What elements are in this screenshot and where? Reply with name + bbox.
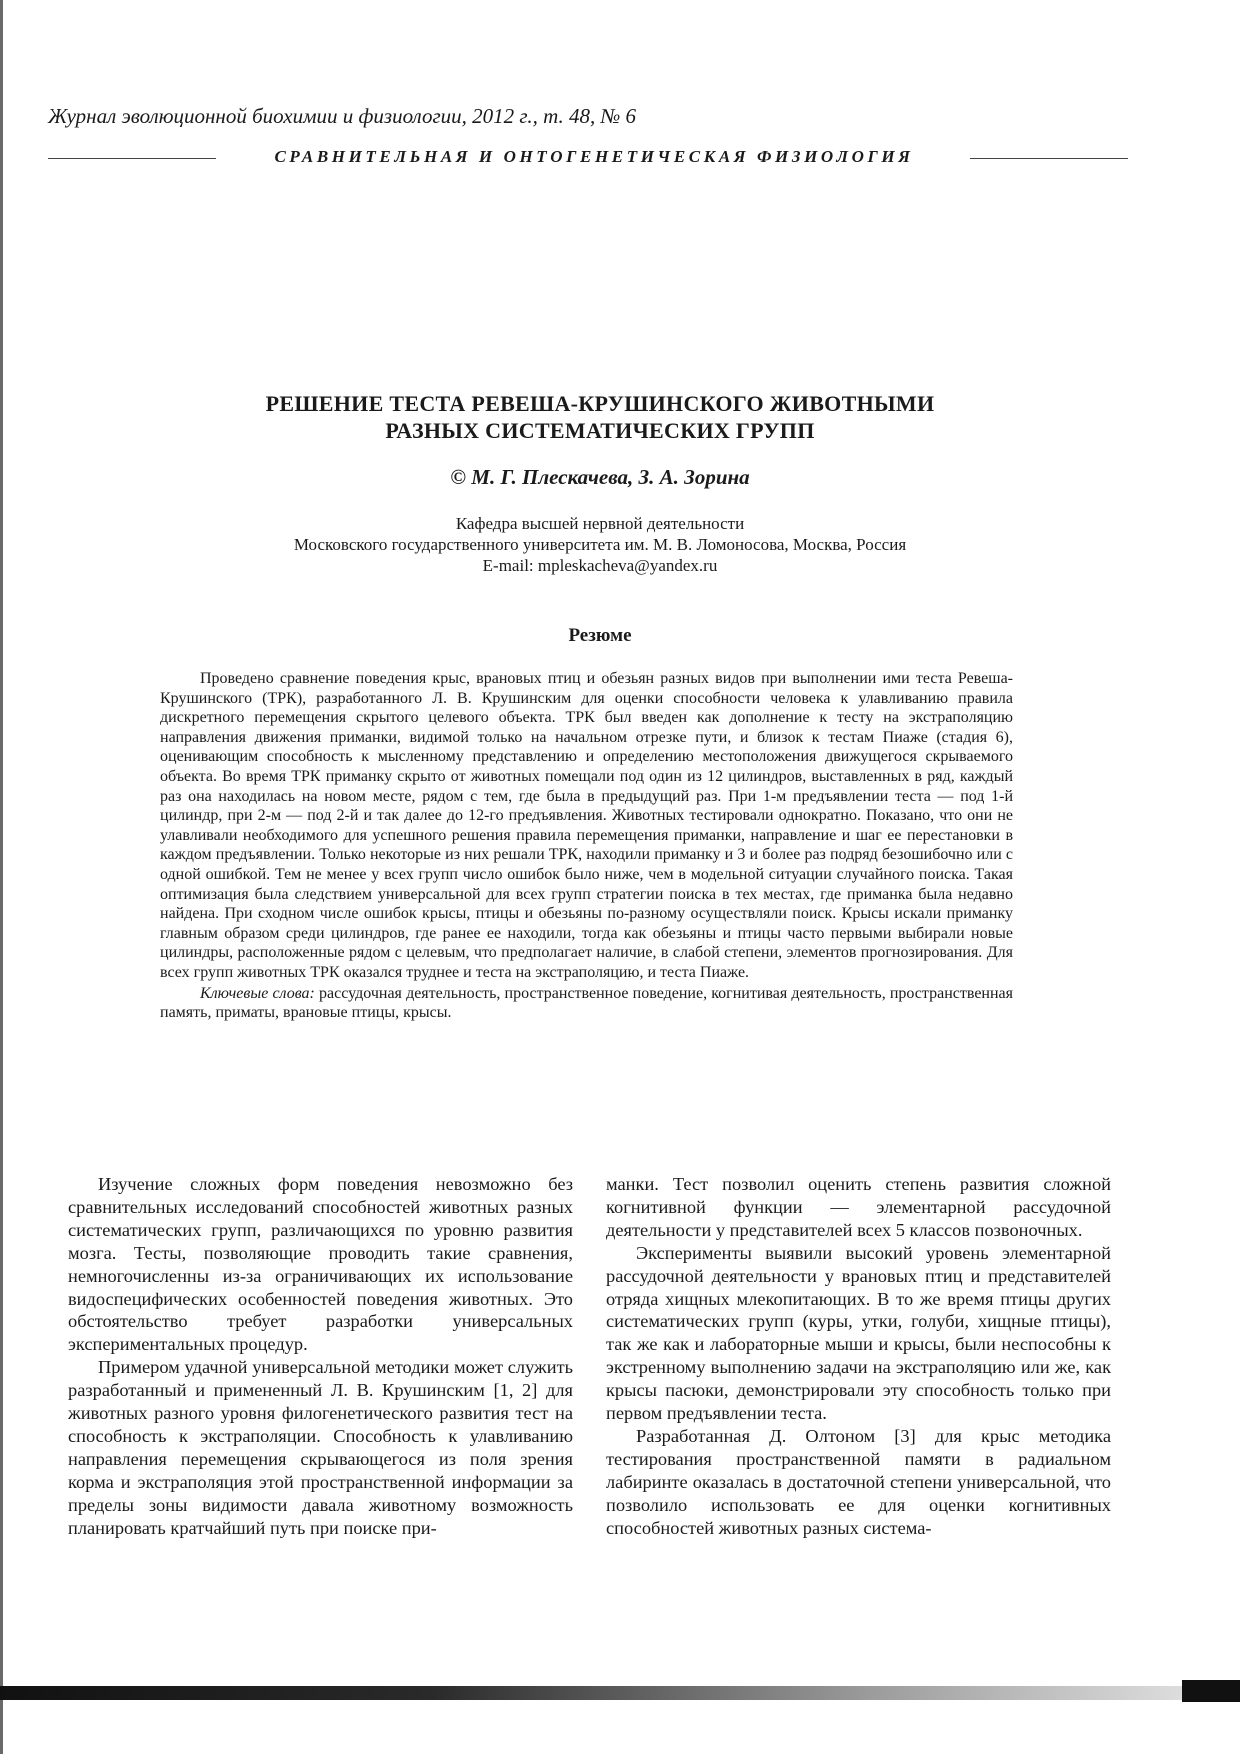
- affiliation-line-1: Кафедра высшей нервной деятельности: [455, 514, 745, 533]
- section-title: СРАВНИТЕЛЬНАЯ И ОНТОГЕНЕТИЧЕСКАЯ ФИЗИОЛОГИЯ: [274, 147, 914, 166]
- body-paragraph: Изучение сложных форм поведения невозможно без сравнительных исследований способностей животных разных систематических групп, различающихся по уровню развития мозга. Тесты, позволяющие проводить такие сравнения, немногочисленны из-за ограничивающих их использование видоспецифических особенностей поведения животных. Это обстоятельство требует разработки универсальных экспериментальных процедур.: [68, 1174, 573, 1355]
- keywords-label: Ключевые слова:: [200, 984, 315, 1002]
- abstract-text: Проведено сравнение поведения крыс, врановых птиц и обезьян разных видов при выполнении ими теста Ревеша-Крушинского (ТРК), разработанного Л. В. Крушинским для оценки способности человека к улавливанию правила дискретного перемещения скрытого целевого объекта. ТРК был введен как дополнение к тесту на экстраполяцию направления движения приманки, видимой только на начальном отрезке пути, и близок к тестам Пиаже (стадия 6), оценивающим способность к мысленному представлению и определению местоположения движущегося скрываемого объекта. Во время ТРК приманку скрыто от животных помещали под один из 12 цилиндров, выставленных в ряд, каждый раз она находилась на новом месте, рядом с тем, где была в предыдущий раз. При 1-м предъявлении теста — под 1-й цилиндр, при 2-м — под 2-й и так далее до 12-го предъявления. Животных тестировали однократно. Показано, что они не улавливали необходимого для успешного решения правила перемещения приманки, направление и шаг ее перестановки в каждом предъявлении. Только некоторые из них решали ТРК, находили приманку и 3 и более раз подряд безошибочно или с одной ошибкой. Тем не менее у всех групп число ошибок было ниже, чем в модельной ситуации случайного поиска. Такая оптимизация была следствием универсальной для всех групп стратегии поиска в тех местах, где приманка была недавно найдена. При сходном числе ошибок крысы, птицы и обезьяны по-разному осуществляли поиск. Крысы искали приманку главным образом среди цилиндров, где ранее ее находили, тогда как обезьяны и птицы часто первыми выбирали новые цилиндры, расположенные рядом с целевым, что предполагает наличие, в слабой степени, элементов прогнозирования. Для всех групп животных ТРК оказался труднее и теста на экстраполяцию, и теста Пиаже.: [160, 670, 1013, 981]
- body-paragraph: Примером удачной универсальной методики может служить разработанный и примененный Л. В. Крушинским [1, 2] для животных разного уровня филогенетического развития тест на способность к экстраполяции. Способность к улавливанию направления перемещения скрывающегося из поля зрения корма и экстраполяция этой пространственной информации за пределы зоны видимости давала животному возможность планировать кратчайший путь при поиске при-: [68, 1357, 573, 1538]
- keywords-paragraph: [160, 984, 1013, 1023]
- author-affiliation: [120, 513, 1080, 576]
- journal-header: Журнал эволюционной биохимии и физиологии, 2012 г., т. 48, № 6: [48, 104, 637, 128]
- article-title: [120, 390, 1080, 444]
- body-paragraph: Эксперименты выявили высокий уровень элементарной рассудочной деятельности у врановых птиц и представителей отряда хищных млекопитающих. В то же время птицы других систематических групп (куры, утки, голуби, хищные птицы), так же как и лабораторные мыши и крысы, были неспособны к экстренному выполнению задачи на экстраполяцию или же, как крысы пасюки, демонстрировали эту способность только при первом предъявлении теста.: [606, 1242, 1111, 1424]
- keywords-text: рассудочная деятельность, пространственное поведение, когнитивая деятельность, пространственная память, приматы, врановые птицы, крысы.: [160, 984, 1013, 1022]
- scan-bottom-bar: [0, 1686, 1235, 1700]
- affiliation-line-2: Московского государственного университета им. М. В. Ломоносова, Москва, Россия: [293, 535, 907, 554]
- scan-left-edge: [0, 0, 3, 1754]
- abstract-block: [160, 669, 1013, 1023]
- scan-corner-mark: [1182, 1680, 1240, 1702]
- header-rule-left: [48, 158, 216, 159]
- body-paragraph: Разработанная Д. Олтоном [3] для крыс методика тестирования пространственной памяти в радиальном лабиринте оказалась в достаточной степени универсальной, что позволило использовать ее для оценки когнитивных способностей животных разных система-: [606, 1425, 1111, 1538]
- author-email: E-mail: mpleskacheva@yandex.ru: [482, 556, 718, 575]
- article-title-line-1: РЕШЕНИЕ ТЕСТА РЕВЕША-КРУШИНСКОГО ЖИВОТНЫМИ: [265, 391, 935, 416]
- abstract-heading: Резюме: [568, 625, 632, 646]
- article-authors: © М. Г. Плескачева, З. А. Зорина: [450, 465, 750, 489]
- body-paragraph-continued: манки. Тест позволил оценить степень развития сложной когнитивной функции — элементарной рассудочной деятельности у представителей всех 5 классов позвоночных.: [606, 1174, 1111, 1240]
- section-header: [48, 147, 1128, 171]
- header-rule-right: [970, 158, 1128, 159]
- body-column-right: [606, 1173, 1111, 1540]
- article-title-line-2: РАЗНЫХ СИСТЕМАТИЧЕСКИХ ГРУПП: [385, 418, 815, 443]
- body-column-left: [68, 1173, 573, 1540]
